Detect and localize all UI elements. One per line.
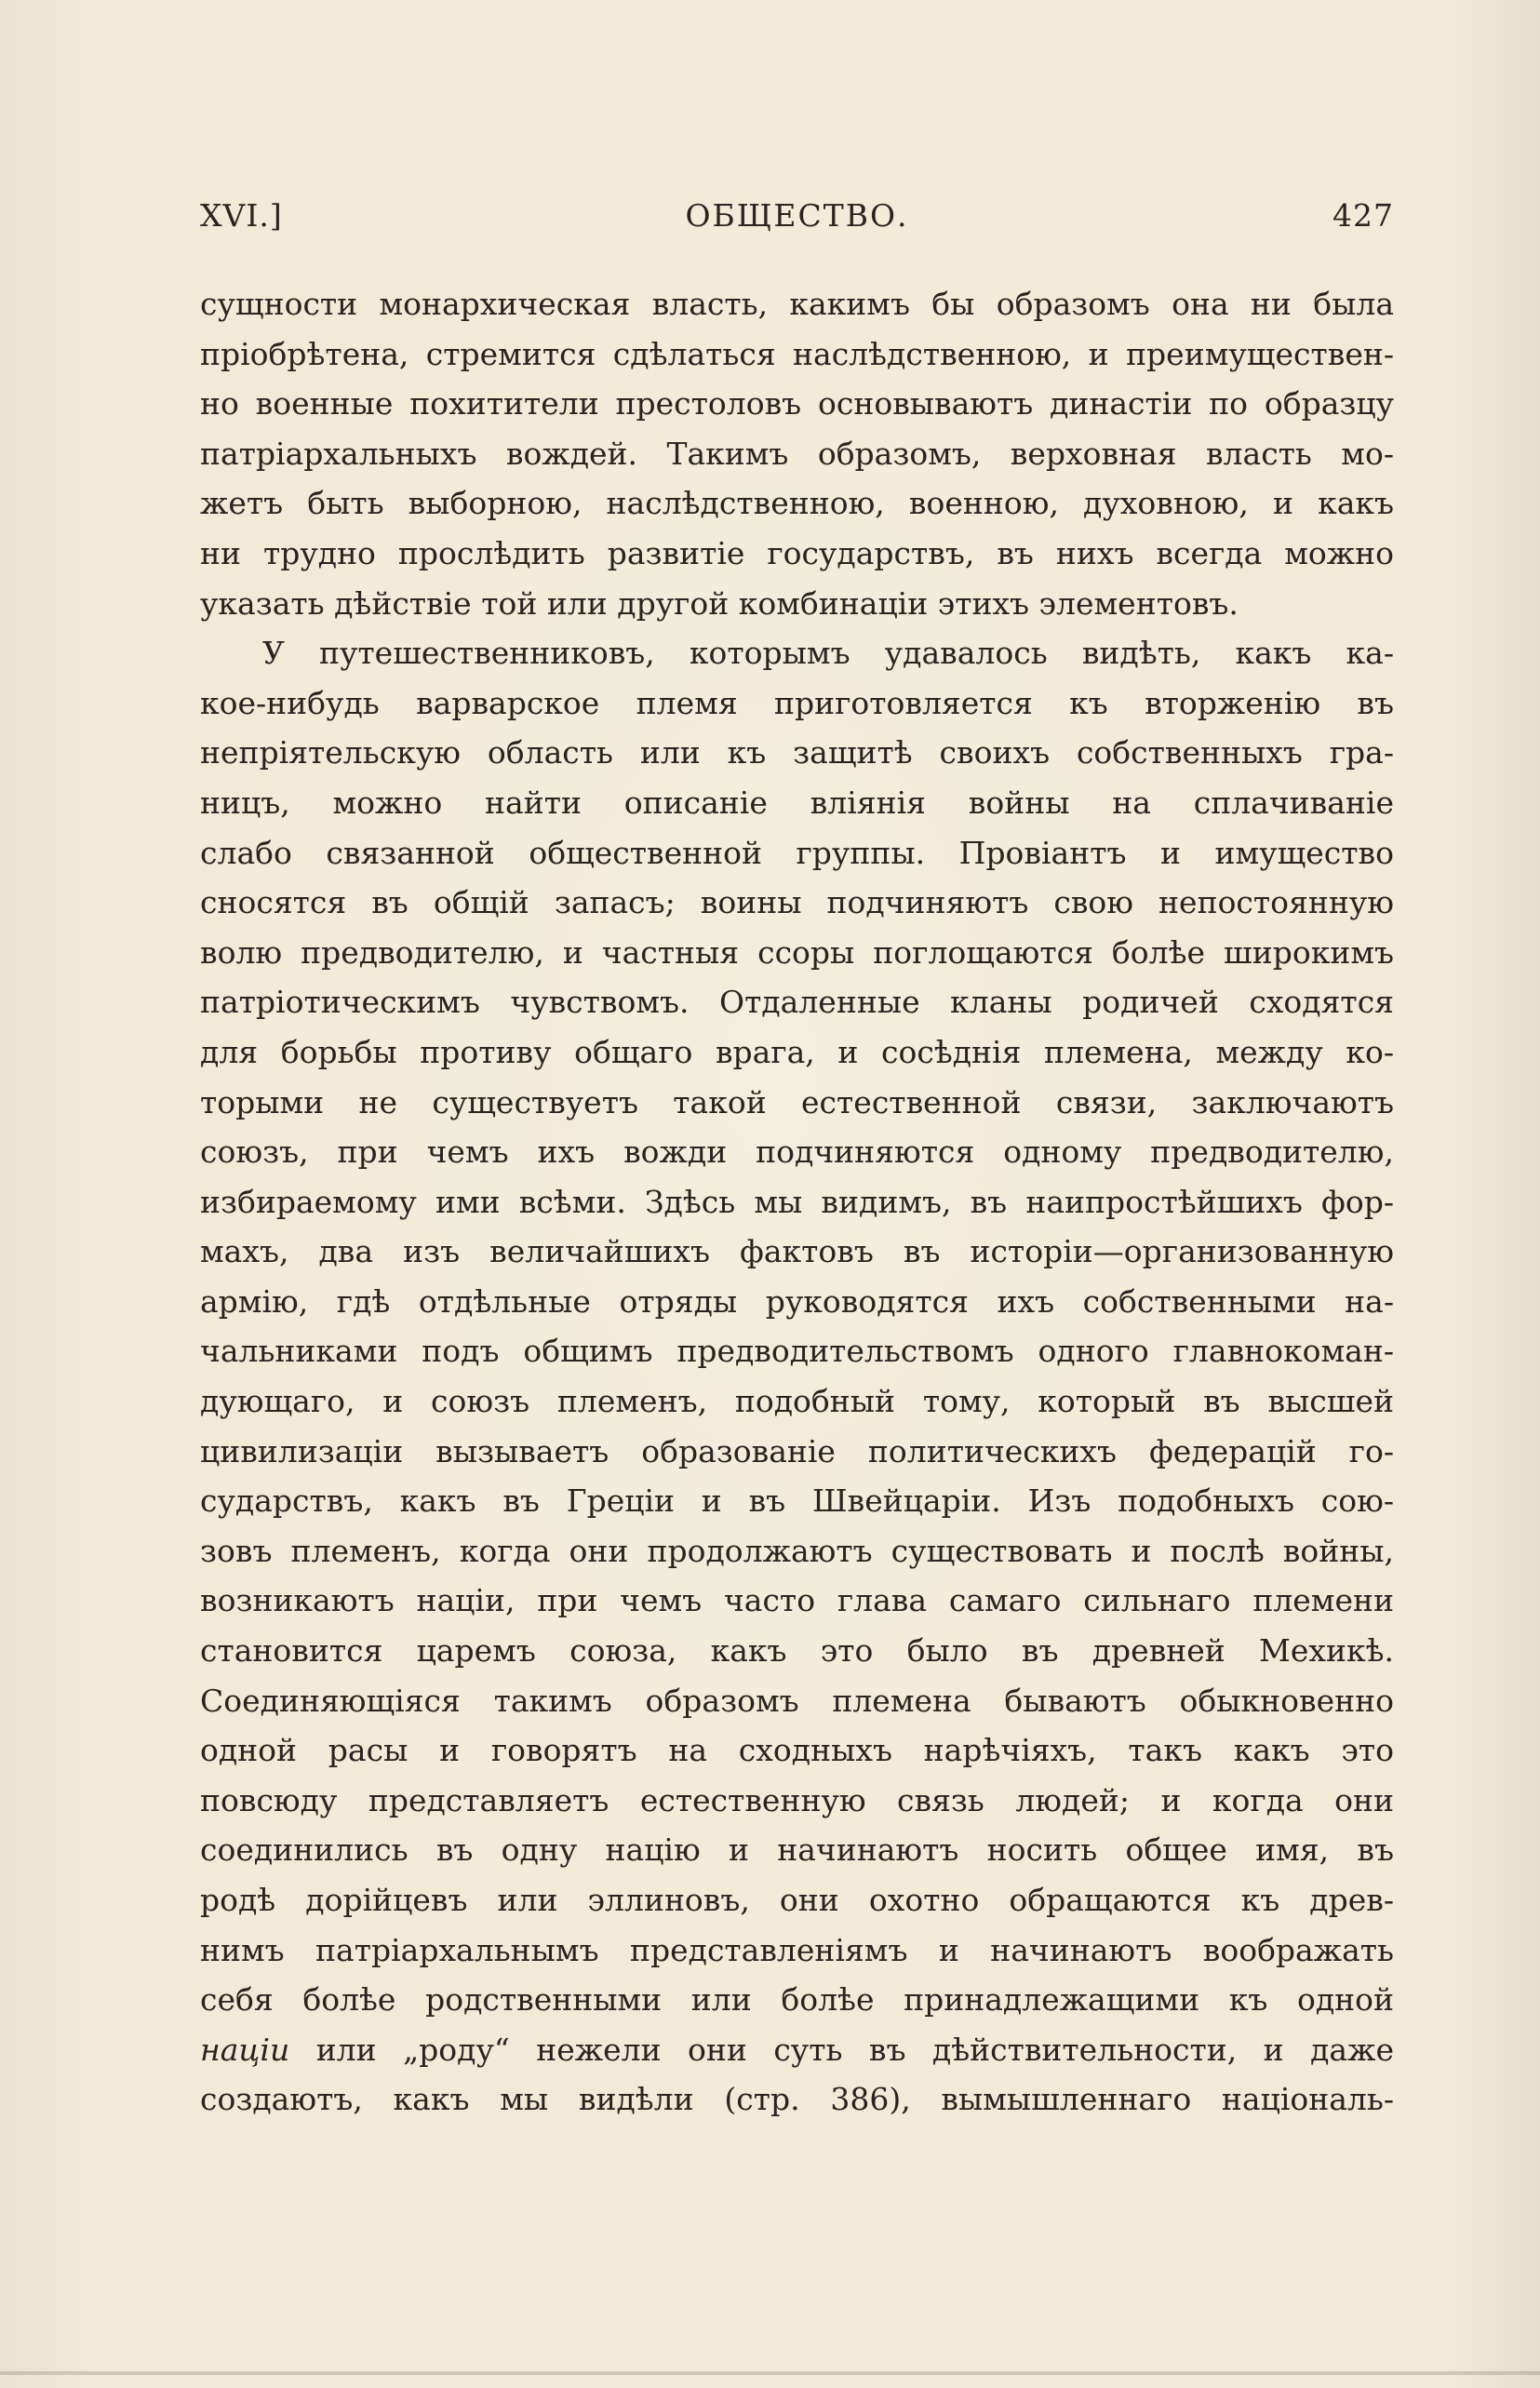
text-line: становится царемъ союза, какъ это было въ древней Мехикѣ. bbox=[200, 1632, 1394, 1670]
text-line: повсюду представляетъ естественную связь людей; и когда они bbox=[200, 1781, 1394, 1818]
text-line: создаютъ, какъ мы видѣли (стр. 386), вымышленнаго національ- bbox=[200, 2081, 1394, 2118]
text-line: кое-нибудь варварское племя приготовляется къ вторженію въ bbox=[200, 684, 1394, 721]
text-line: ницъ, можно найти описаніе вліянія войны на сплачиваніе bbox=[200, 784, 1394, 821]
text-line-rest: или „роду“ нежели они суть въ дѣйствительности, и даже bbox=[289, 2031, 1394, 2068]
text-line: себя болѣе родственными или болѣе принадлежащими къ одной bbox=[200, 1981, 1394, 2019]
text-line: союзъ, при чемъ ихъ вожди подчиняются одному предводителю, bbox=[200, 1134, 1394, 1171]
text-line: патріархальныхъ вождей. Такимъ образомъ, верховная власть мо- bbox=[200, 435, 1394, 472]
text-line: торыми не существуетъ такой естественной связи, заключаютъ bbox=[200, 1083, 1394, 1120]
text-line: непріятельскую область или къ защитѣ своихъ собственныхъ гра- bbox=[200, 734, 1394, 771]
text-line: цивилизаціи вызываетъ образованіе политическихъ федерацій го- bbox=[200, 1432, 1394, 1469]
text-line: волю предводителю, и частныя ссоры поглощаются болѣе широкимъ bbox=[200, 933, 1394, 971]
text-line: соединились въ одну націю и начинаютъ носить общее имя, въ bbox=[200, 1831, 1394, 1869]
text-line: для борьбы противу общаго врага, и сосѣднія племена, между ко- bbox=[200, 1033, 1394, 1070]
text-line: сударствъ, какъ въ Греціи и въ Швейцаріи. Изъ подобныхъ сою- bbox=[200, 1482, 1394, 1520]
text-line: зовъ племенъ, когда они продолжаютъ существовать и послѣ войны, bbox=[200, 1532, 1394, 1569]
text-line: патріотическимъ чувствомъ. Отдаленные кланы родичей сходятся bbox=[200, 984, 1394, 1021]
text-line: одной расы и говорятъ на сходныхъ нарѣчіяхъ, такъ какъ это bbox=[200, 1732, 1394, 1769]
chapter-number: XVI.] bbox=[200, 197, 283, 234]
paragraph-start-line: У путешественниковъ, которымъ удавалось видѣть, какъ ка- bbox=[262, 635, 1394, 672]
text-line: но военные похитители престоловъ основываютъ династіи по образцу bbox=[200, 385, 1394, 423]
text-line: пріобрѣтена, стремится сдѣлаться наслѣдственною, и преимуществен- bbox=[200, 335, 1394, 372]
text-line: нимъ патріархальнымъ представленіямъ и начинаютъ воображать bbox=[200, 1931, 1394, 1968]
text-line: слабо связанной общественной группы. Провіантъ и имущество bbox=[200, 834, 1394, 871]
body-text bbox=[200, 279, 1394, 2125]
page-number: 427 bbox=[1332, 197, 1394, 234]
text-line: жетъ быть выборною, наслѣдственною, военною, духовною, и какъ bbox=[200, 485, 1394, 522]
text-line: сущности монархическая власть, какимъ бы образомъ она ни была bbox=[200, 286, 1394, 322]
text-line: дующаго, и союзъ племенъ, подобный тому, который въ высшей bbox=[200, 1383, 1394, 1420]
running-title: ОБЩЕСТВО. bbox=[685, 197, 909, 234]
text-line: махъ, два изъ величайшихъ фактовъ въ исторіи—организованную bbox=[200, 1233, 1394, 1270]
text-line: ни трудно прослѣдить развитіе государствъ, въ нихъ всегда можно bbox=[200, 534, 1394, 571]
text-line: Соединяющіяся такимъ образомъ племена бываютъ обыкновенно bbox=[200, 1682, 1394, 1719]
text-line: армію, гдѣ отдѣльные отряды руководятся ихъ собственными на- bbox=[200, 1282, 1394, 1320]
text-line: родѣ дорійцевъ или эллиновъ, они охотно обращаются къ древ- bbox=[200, 1882, 1394, 1918]
italic-word: націи bbox=[200, 2031, 290, 2068]
text-line: избираемому ими всѣми. Здѣсь мы видимъ, въ наипростѣйшихъ фор- bbox=[200, 1183, 1394, 1220]
text-line: сносятся въ общій запасъ; воины подчиняютъ свою непостоянную bbox=[200, 884, 1394, 921]
text-line: возникаютъ націи, при чемъ часто глава самаго сильнаго племени bbox=[200, 1582, 1394, 1619]
running-header bbox=[200, 197, 1394, 244]
page-bottom-edge bbox=[0, 2371, 1540, 2375]
text-line: чальниками подъ общимъ предводительствомъ одного главнокоман- bbox=[200, 1333, 1394, 1370]
text-line-with-italic bbox=[200, 2025, 1394, 2075]
text-line: указать дѣйствіе той или другой комбинаціи этихъ элементовъ. bbox=[200, 584, 1239, 622]
